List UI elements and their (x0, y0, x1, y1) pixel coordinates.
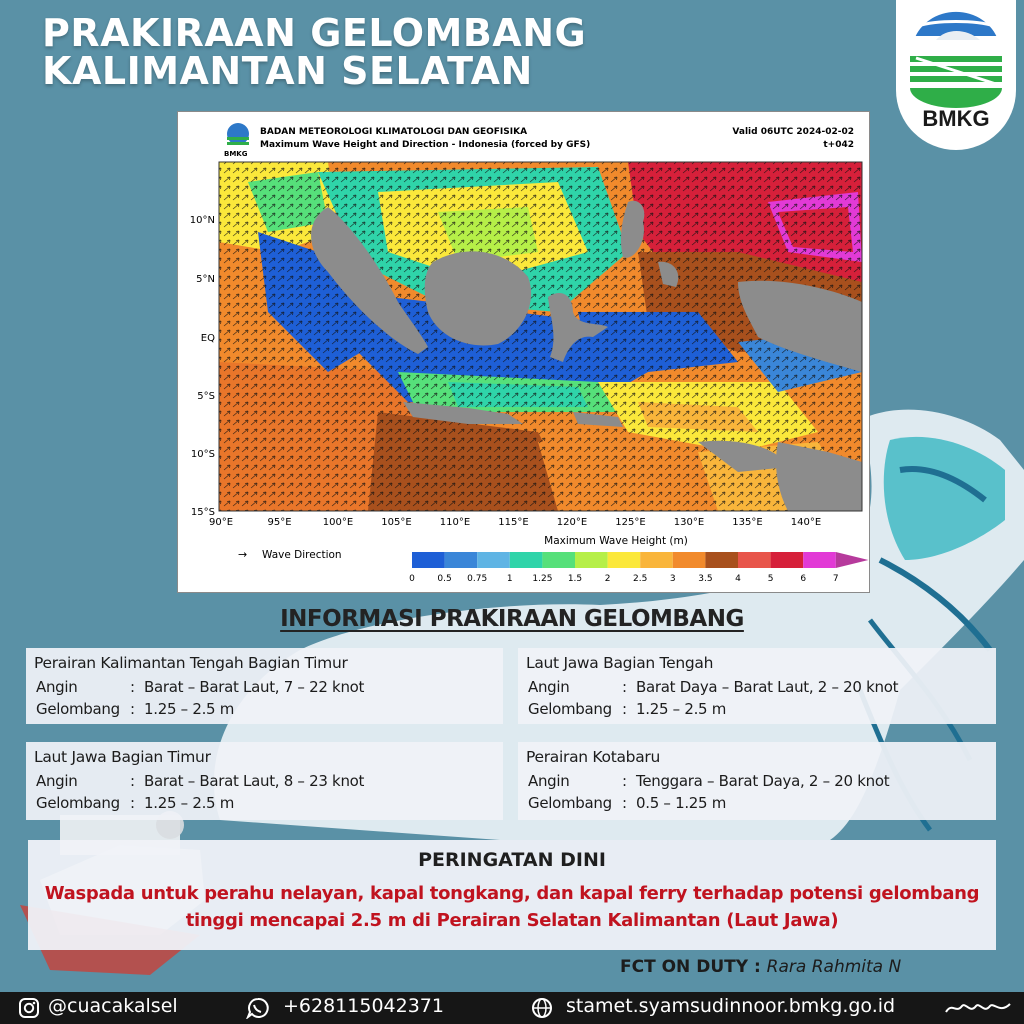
wind-value: Barat Daya – Barat Laut, 2 – 20 knot (636, 678, 899, 696)
instagram-handle[interactable]: @cuacakalsel (48, 995, 178, 1017)
wind-value: Barat – Barat Laut, 8 – 23 knot (144, 772, 365, 790)
forecast-card (26, 648, 503, 724)
map-header-valid: Valid 06UTC 2024-02-02 (732, 127, 854, 137)
wave-label: Gelombang (528, 700, 612, 718)
early-warning-box (28, 840, 996, 950)
latitude-label: 5°N (196, 274, 215, 285)
latitude-label: 15°S (190, 507, 215, 518)
colorbar-tick-label: 5 (767, 574, 774, 584)
latitude-label: 10°S (190, 449, 215, 460)
wave-value: 1.25 – 2.5 m (636, 700, 727, 718)
logo-text: BMKG (922, 106, 990, 131)
longitude-label: 95°E (267, 517, 292, 528)
colorbar-title: Maximum Wave Height (m) (544, 535, 688, 547)
bmkg-emblem-icon (896, 0, 1016, 110)
colorbar-swatch (673, 552, 706, 568)
colorbar-swatch (542, 552, 575, 568)
card-region-name: Laut Jawa Bagian Tengah (526, 654, 714, 672)
colorbar-tick-label: 1.5 (567, 574, 583, 584)
card-region-name: Perairan Kalimantan Tengah Bagian Timur (34, 654, 348, 672)
wave-map-panel (177, 111, 870, 593)
colorbar-swatch (412, 552, 445, 568)
colon: : (622, 700, 627, 718)
card-region-name: Laut Jawa Bagian Timur (34, 748, 211, 766)
colorbar (409, 552, 868, 584)
wave-label: Gelombang (36, 794, 120, 812)
map-mini-logo-icon (227, 123, 249, 145)
map-header-product: Maximum Wave Height and Direction - Indonesia (forced by GFS) (260, 140, 591, 150)
wave-value: 1.25 – 2.5 m (144, 794, 235, 812)
colon: : (130, 700, 135, 718)
colorbar-swatch (510, 552, 543, 568)
instagram-icon (18, 997, 40, 1019)
longitude-label: 120°E (556, 517, 588, 528)
wave-label: Gelombang (528, 794, 612, 812)
forecast-card (518, 742, 996, 820)
colorbar-tick-label: 1 (506, 574, 513, 584)
colorbar-swatch (836, 552, 869, 568)
colorbar-tick-label: 2 (604, 574, 611, 584)
colorbar-tick-label: 4 (735, 574, 741, 584)
colorbar-tick-label: 0.75 (467, 574, 488, 584)
map-header-agency: BADAN METEOROLOGI KLIMATOLOGI DAN GEOFISIKA (260, 127, 528, 137)
longitude-label: 110°E (439, 517, 471, 528)
longitude-label: 130°E (673, 517, 705, 528)
colon: : (622, 678, 627, 696)
wave-value: 0.5 – 1.25 m (636, 794, 727, 812)
globe-icon (530, 997, 554, 1019)
colon: : (622, 772, 627, 790)
colon: : (130, 678, 135, 696)
forecast-card (518, 648, 996, 724)
latitude-label: 5°S (197, 391, 215, 402)
colorbar-tick-label: 0.5 (437, 574, 452, 584)
signature-icon (944, 998, 1014, 1018)
colorbar-swatch (575, 552, 608, 568)
longitude-labels (209, 517, 821, 528)
wind-label: Angin (528, 772, 570, 790)
longitude-label: 135°E (732, 517, 763, 528)
map-field (219, 162, 862, 511)
colorbar-swatch (803, 552, 836, 568)
info-section-title: INFORMASI PRAKIRAAN GELOMBANG (280, 606, 744, 632)
card-region-name: Perairan Kotabaru (526, 748, 661, 766)
latitude-label: 10°N (189, 215, 215, 226)
longitude-label: 115°E (498, 517, 529, 528)
wave-label: Gelombang (36, 700, 120, 718)
fct-label: FCT ON DUTY : (620, 957, 761, 977)
forecaster-on-duty (620, 957, 901, 977)
early-warning-title: PERINGATAN DINI (418, 849, 606, 871)
colorbar-tick-label: 0 (409, 574, 415, 584)
bmkg-logo (896, 0, 1016, 150)
page-title (42, 11, 587, 93)
map-mini-logo-text: BMKG (224, 150, 248, 158)
colorbar-tick-label: 1.25 (532, 574, 553, 584)
colon: : (130, 772, 135, 790)
colorbar-tick-label: 7 (832, 574, 839, 584)
colorbar-tick-label: 3 (669, 574, 676, 584)
colorbar-swatch (608, 552, 641, 568)
wind-label: Angin (36, 678, 78, 696)
phone-number[interactable]: +628115042371 (283, 995, 444, 1017)
colon: : (130, 794, 135, 812)
wave-value: 1.25 – 2.5 m (144, 700, 235, 718)
forecast-card (26, 742, 503, 820)
latitude-label: EQ (200, 333, 215, 344)
wind-value: Barat – Barat Laut, 7 – 22 knot (144, 678, 365, 696)
map-header-lead: t+042 (823, 140, 854, 150)
longitude-label: 100°E (322, 517, 354, 528)
title-line-2: KALIMANTAN SELATAN (42, 49, 533, 93)
longitude-label: 125°E (615, 517, 646, 528)
colorbar-tick-label: 2.5 (633, 574, 648, 584)
wave-direction-arrow-icon: → (238, 548, 248, 561)
colorbar-swatch (705, 552, 738, 568)
colorbar-swatch (738, 552, 771, 568)
longitude-label: 105°E (381, 517, 412, 528)
wind-label: Angin (528, 678, 570, 696)
colorbar-swatch (771, 552, 804, 568)
title-line-1: PRAKIRAAN GELOMBANG (42, 11, 587, 55)
wave-direction-legend: Wave Direction (262, 549, 342, 561)
wind-value: Tenggara – Barat Daya, 2 – 20 knot (636, 772, 890, 790)
wind-label: Angin (36, 772, 78, 790)
wave-height-map (178, 112, 871, 594)
colorbar-tick-label: 3.5 (698, 574, 713, 584)
latitude-labels (190, 215, 215, 518)
colorbar-tick-label: 6 (800, 574, 807, 584)
website-url[interactable]: stamet.syamsudinnoor.bmkg.go.id (566, 995, 896, 1017)
colorbar-swatch (640, 552, 673, 568)
whatsapp-icon (246, 997, 270, 1019)
colorbar-swatch (445, 552, 478, 568)
footer-bar (0, 992, 1024, 1024)
longitude-label: 140°E (790, 517, 822, 528)
colon: : (622, 794, 627, 812)
colorbar-swatch (477, 552, 510, 568)
early-warning-text: Waspada untuk perahu nelayan, kapal tongkang, dan kapal ferry terhadap potensi gelombang tinggi mencapai 2.5 m di Perairan Selatan Kalimantan (Laut Jawa) (44, 883, 980, 931)
longitude-label: 90°E (208, 517, 234, 528)
fct-name: Rara Rahmita N (766, 957, 902, 977)
